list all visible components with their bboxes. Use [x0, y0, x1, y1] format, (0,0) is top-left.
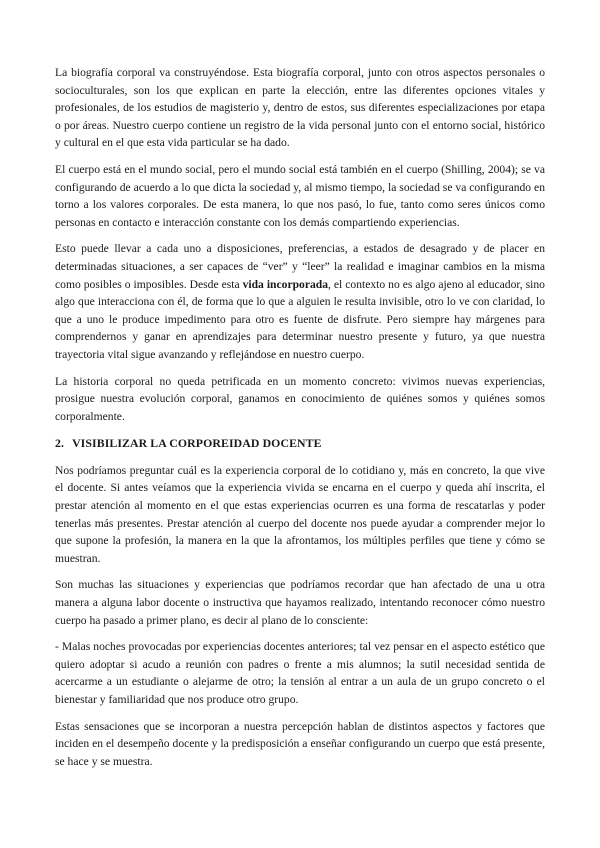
- paragraph-text: , el contexto no es algo ajeno al educador, sino algo que interacciona con él, de forma que lo que a alguien le resulta invisible, otro lo ve con claridad, lo que a uno le produce impedimento para otro es fuente de disfrute. Pero siempre hay márgenes para comprendernos y ganar en aprendizajes para determinar nuestro presente y futuro, ya que nuestra trayectoria vital sigue avanzando y reflejándose en nuestro cuerpo.: [55, 277, 545, 361]
- bold-term-vida-incorporada: vida incorporada: [242, 277, 329, 291]
- paragraph-biografia-corporal: La biografía corporal va construyéndose. Esta biografía corporal, junto con otros aspectos personales o socioculturales, son los que explican en parte la elección, entre las diferentes opciones vitales y profesionales, de los estudios de magisterio y, dentro de estos, sus diferentes especializaciones por etapa o por áreas. Nuestro cuerpo contiene un registro de la vida personal junto con el entorno social, histórico y cultural en el que esta vida particular se ha dado.: [55, 66, 545, 150]
- paragraph-situaciones: Son muchas las situaciones y experiencias que podríamos recordar que han afectado de una u otra manera a alguna labor docente o instructiva que hayamos realizado, intentando reconocer cómo nuestro cuerpo ha pasado a primer plano, es decir al plano de lo consciente:: [55, 578, 545, 627]
- section-number: 2.: [55, 436, 65, 451]
- section-title: VISIBILIZAR LA CORPOREIDAD DOCENTE: [72, 436, 322, 451]
- paragraph-text: Esto puede llevar a cada uno a disposiciones, preferencias, a estados de desagrado y de placer en determinadas situaciones, a ser capaces de “ver” y “leer” la realidad e imaginar cambios en la misma como posibles o imposibles. Desde esta: [55, 242, 545, 291]
- paragraph-cuerpo-mundo-social: El cuerpo está en el mundo social, pero el mundo social está también en el cuerpo (Shilling, 2004); se va configurando de acuerdo a lo que dicta la sociedad y, al mismo tiempo, la sociedad se va configurando en torno a los valores corporales. De esta manera, lo que nos pasó, lo fue, tanto como seres únicos como personas en contacto e interacción constante con los demás compartiendo experiencias.: [55, 162, 545, 229]
- paragraph-lista-experiencias: - Malas noches provocadas por experiencias docentes anteriores; tal vez pensar en el aspecto estético que quiero adoptar si acudo a reunión con padres o frente a mis alumnos; la sutil necesidad sentida de acercarme a un estudiante o alejarme de otro; la tensión al entrar a un aula de un grupo concreto o el bienestar y familiaridad que nos produce otro grupo.: [55, 640, 545, 706]
- section-heading: [55, 435, 545, 453]
- paragraph-sensaciones: Estas sensaciones que se incorporan a nuestra percepción hablan de distintos aspectos y factores que inciden en el desempeño docente y la predisposición a enseñar configurando un cuerpo que está presente, se hace y se muestra.: [55, 719, 545, 768]
- document-page: [55, 64, 545, 779]
- paragraph-disposiciones: [55, 240, 545, 363]
- paragraph-experiencia-cotidiano: Nos podríamos preguntar cuál es la experiencia corporal de lo cotidiano y, más en concreto, la que vive el docente. Si antes veíamos que la experiencia vivida se encarna en el cuerpo y queda ahí inscrita, el prestar atención al momento en el que estas experiencias ocurren es una forma de rescatarlas y poder tenerlas más presentes. Prestar atención al cuerpo del docente nos puede ayudar a comprender mejor lo que supone la profesión, la manera en la que la afrontamos, los múltiples perfiles que tiene y cómo se muestran.: [55, 463, 545, 565]
- paragraph-historia-corporal: La historia corporal no queda petrificada en un momento concreto: vivimos nuevas experiencias, prosigue nuestra evolución corporal, ganamos en conocimiento de quiénes somos y quiénes somos corporalmente.: [55, 374, 545, 423]
